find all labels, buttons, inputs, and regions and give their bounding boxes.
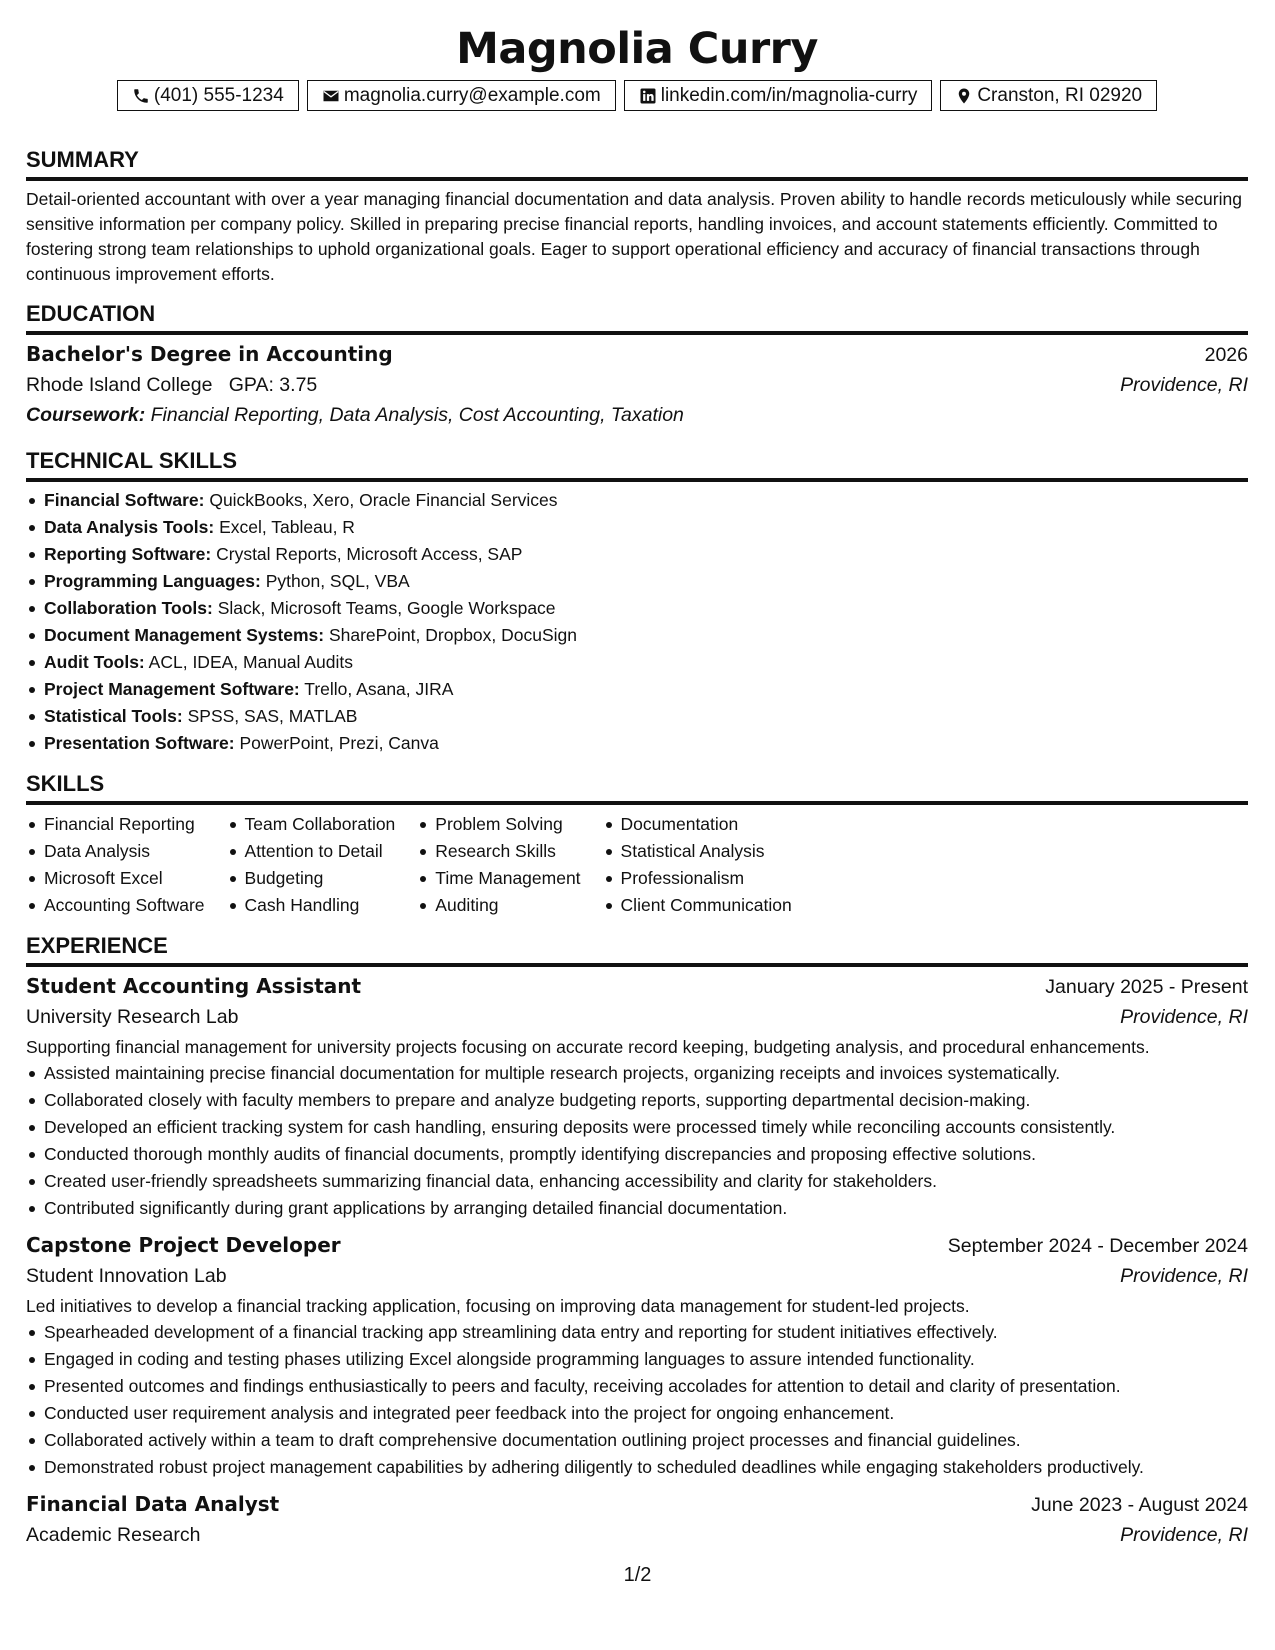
- linkedin-icon: [639, 87, 657, 105]
- list-item: Developed an efficient tracking system for cash handling, ensuring deposits were processed timely while reconciling accounts consistently.: [26, 1114, 1248, 1141]
- list-item: Conducted user requirement analysis and integrated peer feedback into the project for ongoing enhancement.: [26, 1400, 1248, 1427]
- education-heading: EDUCATION: [26, 301, 1248, 335]
- list-item: Financial Reporting: [26, 811, 205, 838]
- list-item: [26, 703, 1248, 730]
- skill-category: Statistical Tools:: [44, 706, 183, 726]
- skill-values: PowerPoint, Prezi, Canva: [239, 733, 439, 753]
- envelope-icon: [322, 87, 340, 105]
- list-item: [26, 676, 1248, 703]
- skill-values: Trello, Asana, JIRA: [304, 679, 454, 699]
- education-entry: [26, 339, 1248, 430]
- list-item: Documentation: [603, 811, 792, 838]
- list-item: [26, 541, 1248, 568]
- list-item: Research Skills: [417, 838, 580, 865]
- list-item: Assisted maintaining precise financial documentation for multiple research projects, organizing receipts and invoices systematically.: [26, 1060, 1248, 1087]
- list-item: Data Analysis: [26, 838, 205, 865]
- contact-linkedin[interactable]: [624, 80, 933, 111]
- contact-email[interactable]: [307, 80, 616, 111]
- page-number: 1/2: [623, 1564, 652, 1586]
- job-location: Providence, RI: [1120, 1265, 1248, 1287]
- job-description: Supporting financial management for university projects focusing on accurate record keeping, budgeting analysis, and procedural enhancements.: [26, 1037, 1150, 1057]
- list-item: Accounting Software: [26, 892, 205, 919]
- skills-column: [603, 811, 792, 919]
- skill-category: Programming Languages:: [44, 571, 261, 591]
- list-item: Cash Handling: [227, 892, 396, 919]
- skill-values: Crystal Reports, Microsoft Access, SAP: [216, 544, 523, 564]
- contact-phone-text: (401) 555-1234: [153, 85, 284, 106]
- summary-heading: SUMMARY: [26, 147, 1248, 181]
- skill-category: Project Management Software:: [44, 679, 300, 699]
- gpa: GPA: 3.75: [228, 374, 318, 396]
- skills-grid: [26, 811, 1248, 919]
- skill-category: Reporting Software:: [44, 544, 212, 564]
- skills-column: [227, 811, 396, 919]
- list-item: Professionalism: [603, 865, 792, 892]
- skill-category: Data Analysis Tools:: [44, 517, 215, 537]
- list-item: [26, 730, 1248, 757]
- resume-page: [26, 0, 1248, 1550]
- job-location: Providence, RI: [1120, 1006, 1248, 1028]
- skills-column: [26, 811, 205, 919]
- job-dates: June 2023 - August 2024: [1031, 1494, 1248, 1516]
- list-item: [26, 514, 1248, 541]
- coursework-list: Financial Reporting, Data Analysis, Cost Accounting, Taxation: [150, 404, 684, 426]
- skill-values: ACL, IDEA, Manual Audits: [148, 652, 353, 672]
- skill-values: Excel, Tableau, R: [219, 517, 355, 537]
- job-entry: [26, 971, 1248, 1222]
- skill-category: Audit Tools:: [44, 652, 145, 672]
- list-item: [26, 649, 1248, 676]
- job-location: Providence, RI: [1120, 1524, 1248, 1546]
- contact-bar: [26, 80, 1248, 111]
- skill-values: SPSS, SAS, MATLAB: [187, 706, 358, 726]
- graduation-year: 2026: [1204, 344, 1248, 366]
- list-item: Conducted thorough monthly audits of financial documents, promptly identifying discrepancies and proposing effective solutions.: [26, 1141, 1248, 1168]
- skill-values: Python, SQL, VBA: [265, 571, 410, 591]
- job-title: Capstone Project Developer: [26, 1233, 341, 1257]
- school-name: Rhode Island College: [26, 374, 213, 396]
- list-item: Problem Solving: [417, 811, 580, 838]
- list-item: Created user-friendly spreadsheets summarizing financial data, enhancing accessibility and clarity for stakeholders.: [26, 1168, 1248, 1195]
- job-org: Academic Research: [26, 1524, 201, 1546]
- job-org: Student Innovation Lab: [26, 1265, 227, 1287]
- list-item: Budgeting: [227, 865, 396, 892]
- skill-values: Slack, Microsoft Teams, Google Workspace: [217, 598, 556, 618]
- skills-column: [417, 811, 580, 919]
- list-item: Team Collaboration: [227, 811, 396, 838]
- technical-skills-heading: TECHNICAL SKILLS: [26, 448, 1248, 482]
- degree: Bachelor's Degree in Accounting: [26, 342, 393, 366]
- summary-text: Detail-oriented accountant with over a year managing financial documentation and data analysis. Proven ability to handle records meticulously while securing sensitive information per company policy. Skilled in preparing precise financial reports, handling invoices, and account statements efficiently. Committed to fostering strong team relationships to uphold organizational goals. Eager to support operational efficiency and accuracy of financial transactions through continuous improvement efforts.: [26, 189, 1242, 284]
- list-item: Client Communication: [603, 892, 792, 919]
- list-item: Spearheaded development of a financial tracking app streamlining data entry and reporting for student initiatives effectively.: [26, 1319, 1248, 1346]
- school-location: Providence, RI: [1120, 374, 1248, 396]
- skill-values: SharePoint, Dropbox, DocuSign: [328, 625, 578, 645]
- contact-location-text: Cranston, RI 02920: [977, 85, 1143, 106]
- skill-category: Financial Software:: [44, 490, 205, 510]
- job-bullets: [26, 1319, 1248, 1481]
- coursework: [26, 400, 1248, 430]
- contact-phone[interactable]: [117, 80, 299, 111]
- candidate-name: Magnolia Curry: [456, 24, 818, 74]
- job-org: University Research Lab: [26, 1006, 239, 1028]
- experience-heading: EXPERIENCE: [26, 933, 1248, 967]
- skill-category: Document Management Systems:: [44, 625, 325, 645]
- list-item: Presented outcomes and findings enthusiastically to peers and faculty, receiving accolades for attention to detail and clarity of presentation.: [26, 1373, 1248, 1400]
- list-item: [26, 487, 1248, 514]
- skill-values: QuickBooks, Xero, Oracle Financial Services: [209, 490, 558, 510]
- list-item: Attention to Detail: [227, 838, 396, 865]
- job-bullets: [26, 1060, 1248, 1222]
- contact-linkedin-text: linkedin.com/in/magnolia-curry: [660, 85, 918, 106]
- list-item: Demonstrated robust project management capabilities by adhering diligently to scheduled deadlines while engaging stakeholders productively.: [26, 1454, 1248, 1481]
- job-title: Student Accounting Assistant: [26, 974, 362, 998]
- list-item: [26, 622, 1248, 649]
- job-entry: [26, 1230, 1248, 1481]
- list-item: Collaborated closely with faculty members to prepare and analyze budgeting reports, supporting departmental decision-making.: [26, 1087, 1248, 1114]
- job-entry: [26, 1489, 1248, 1550]
- coursework-label: Coursework:: [26, 404, 146, 426]
- list-item: Contributed significantly during grant applications by arranging detailed financial documentation.: [26, 1195, 1248, 1222]
- list-item: Time Management: [417, 865, 580, 892]
- list-item: Collaborated actively within a team to draft comprehensive documentation outlining project processes and financial guidelines.: [26, 1427, 1248, 1454]
- technical-skills-list: [26, 487, 1248, 757]
- job-description: Led initiatives to develop a financial tracking application, focusing on improving data management for student-led projects.: [26, 1296, 970, 1316]
- contact-location[interactable]: [940, 80, 1157, 111]
- job-title: Financial Data Analyst: [26, 1492, 280, 1516]
- list-item: Microsoft Excel: [26, 865, 205, 892]
- list-item: Engaged in coding and testing phases utilizing Excel alongside programming languages to assure intended functionality.: [26, 1346, 1248, 1373]
- list-item: [26, 595, 1248, 622]
- school-line: [26, 370, 317, 400]
- list-item: [26, 568, 1248, 595]
- skill-category: Presentation Software:: [44, 733, 235, 753]
- location-pin-icon: [955, 87, 973, 105]
- list-item: Statistical Analysis: [603, 838, 792, 865]
- contact-email-text: magnolia.curry@example.com: [343, 85, 601, 106]
- skill-category: Collaboration Tools:: [44, 598, 213, 618]
- job-dates: January 2025 - Present: [1045, 976, 1248, 998]
- job-dates: September 2024 - December 2024: [947, 1235, 1248, 1257]
- skills-heading: SKILLS: [26, 771, 1248, 805]
- list-item: Auditing: [417, 892, 580, 919]
- phone-icon: [132, 87, 150, 105]
